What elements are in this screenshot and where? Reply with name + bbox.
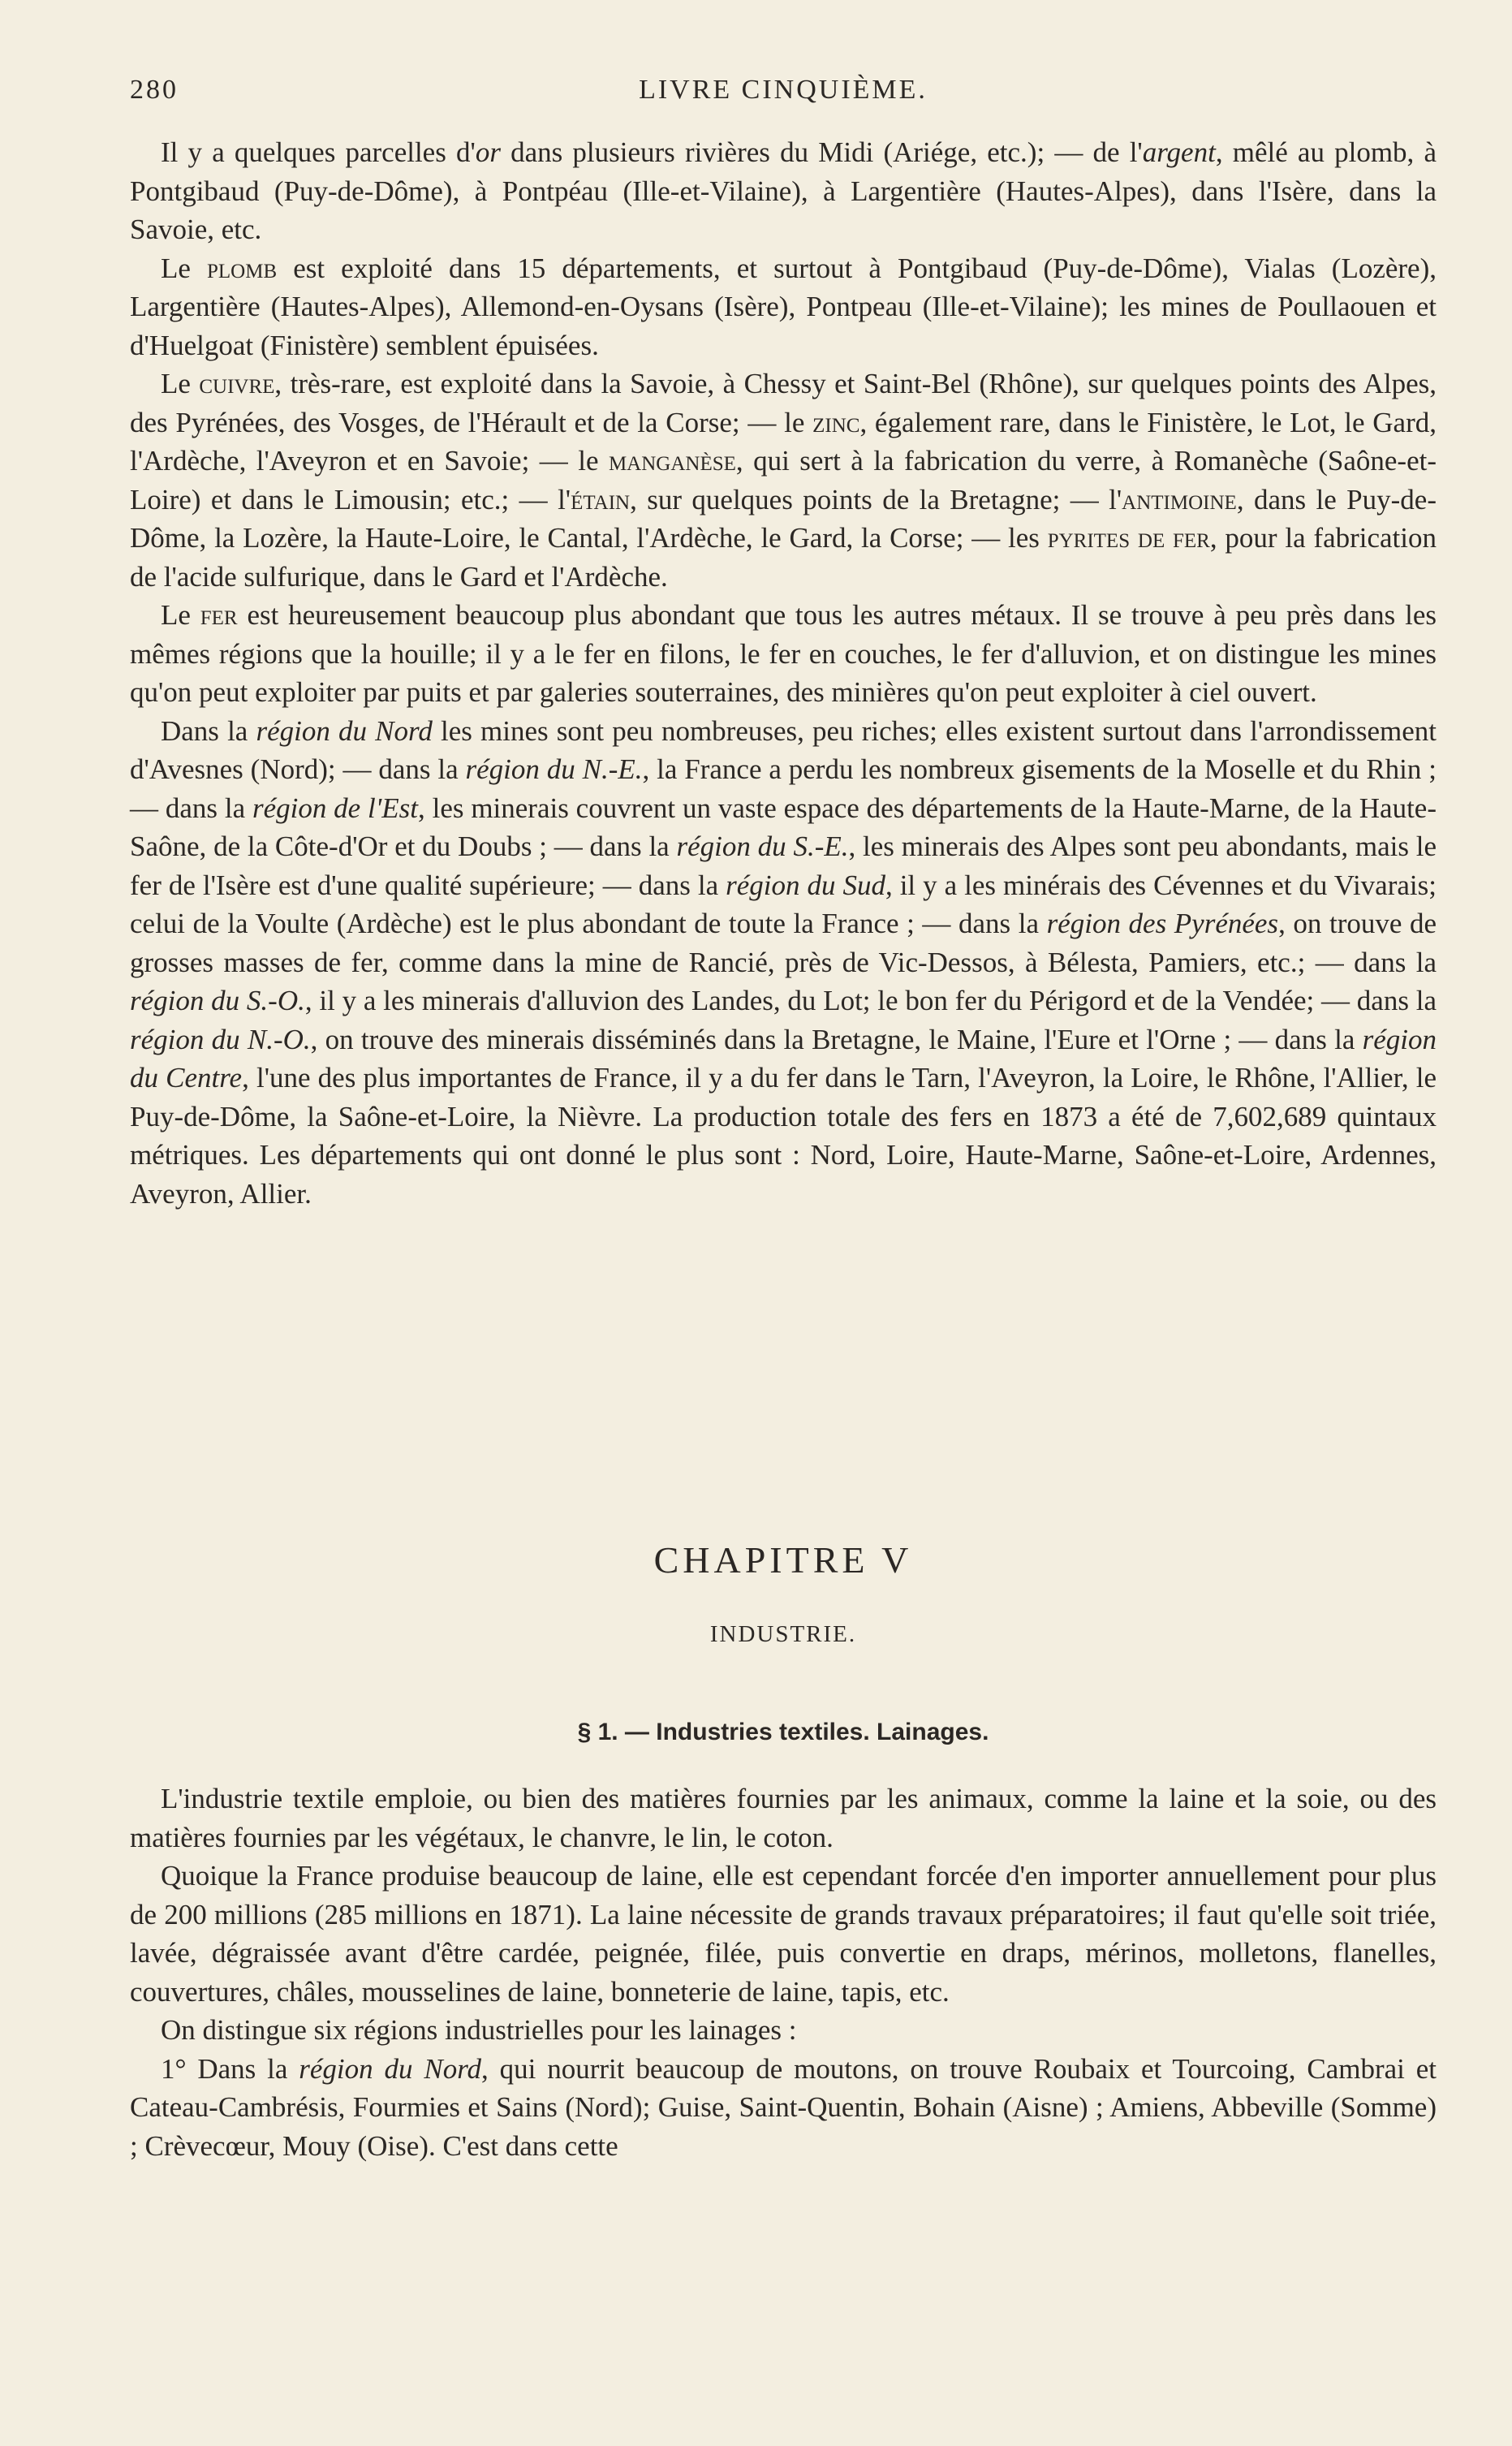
text-run: , mêlé au plomb, à Pontgibaud (Puy-de-Dôme), à Pontpéau (Ille-et-Vilaine), à Largentière (Hautes-Alpes), dans l'Isère, dans la Savoie, etc.: [130, 136, 1437, 245]
paragraph: [130, 1857, 1437, 2011]
text-run: , sur quelques points de la Bretagne; — l': [630, 483, 1122, 516]
paragraph: [130, 2011, 1437, 2050]
text-run: dans plusieurs rivières du Midi (Ariége, etc.); — de l': [500, 136, 1143, 168]
small-caps-term: étain: [571, 483, 631, 516]
text-run: Dans la: [161, 714, 256, 747]
text-run: , on trouve de grosses masses de fer, comme dans la mine de Rancié, près de Vic-Dessos, à Bélesta, Pamiers, etc.; — dans la: [130, 908, 1437, 978]
text-run: , l'une des plus importantes de France, il y a du fer dans le Tarn, l'Aveyron, la Loire, le Rhône, l'Allier, le Puy-de-Dôme, la Saône-et-Loire, la Nièvre. La production totale des fers en 1873 a été de 7,602,689 quintaux métriques. Les départements qui ont donné le plus sont : Nord, Loire, Haute-Marne, Saône-et-Loire, Ardennes, Aveyron, Allier.: [130, 1062, 1437, 1210]
italic-term: région du S.-O.: [130, 985, 305, 1016]
italic-term: région du N.-O.: [130, 1023, 311, 1055]
text-run: L'industrie textile emploie, ou bien des matières fournies par les animaux, comme la laine et la soie, ou des matières fournies par les végétaux, le chanvre, le lin, le coton.: [130, 1783, 1437, 1853]
paragraph: [130, 133, 1437, 249]
paragraph: [130, 1779, 1437, 1857]
text-run: , il y a les minérais des Cévennes et du Vivarais; celui de la Voulte (Ardèche) est le plus abondant de toute la France ; — dans la: [130, 869, 1437, 939]
text-run: les mines sont peu nombreuses, peu riches; elles existent surtout dans l'arrondissement d'Avesnes (Nord); — dans la: [130, 714, 1437, 785]
italic-term: région du Nord: [256, 714, 433, 747]
iron-mining-text: [130, 133, 1437, 1213]
text-run: Quoique la France produise beaucoup de laine, elle est cependant forcée d'en importer annuellement pour plus de 200 millions (285 millions en 1871). La laine nécessite de grands travaux préparatoires; il faut qu'elle soit triée, lavée, dégraissée avant d'être cardée, peignée, filée, puis convertie en draps, mérinos, molletons, flanelles, couvertures, châles, mousselines de laine, bonneterie de laine, tapis, etc.: [130, 1860, 1437, 2008]
small-caps-term: manganèse: [608, 445, 736, 477]
textile-industry-text: [130, 1779, 1437, 2165]
text-run: Le: [161, 599, 200, 631]
text-run: , on trouve des minerais disséminés dans la Bretagne, le Maine, l'Eure et l'Orne ; — dans la: [310, 1023, 1363, 1055]
page-number: 280: [130, 75, 179, 105]
small-caps-term: plomb: [207, 252, 278, 284]
italic-term: région du Nord: [299, 2052, 482, 2085]
italic-term: région de l'Est: [252, 792, 418, 824]
text-run: 1° Dans la: [161, 2052, 299, 2085]
text-run: On distingue six régions industrielles pour les lainages :: [161, 2014, 797, 2046]
small-caps-term: fer: [200, 599, 238, 631]
italic-term: région des Pyrénées: [1046, 908, 1279, 939]
paragraph: [130, 2050, 1437, 2166]
text-run: , qui sert à la fabrication du verre, à Romanèche (Saône-et-Loire) et dans le Limousin; etc.; — l': [130, 445, 1437, 516]
text-run: est exploité dans 15 départements, et surtout à Pontgibaud (Puy-de-Dôme), Vialas (Lozère), Largentière (Hautes-Alpes), Allemond-en-Oysans (Isère), Pontpeau (Ille-et-Vilaine); les mines de Poullaouen et d'Huelgoat (Finistère) semblent épuisées.: [130, 252, 1437, 361]
text-run: , il y a les minerais d'alluvion des Landes, du Lot; le bon fer du Périgord et de la Vendée; — dans la: [304, 985, 1437, 1016]
paragraph: [130, 596, 1437, 712]
italic-term: région du N.-E.: [465, 753, 643, 785]
italic-term: région du Centre: [130, 1023, 1437, 1094]
small-caps-term: zinc: [812, 406, 860, 438]
paragraph: [130, 712, 1437, 1214]
italic-term: région du Sud: [726, 869, 885, 901]
text-run: , également rare, dans le Finistère, le Lot, le Gard, l'Ardèche, l'Aveyron et en Savoie; — le: [130, 406, 1437, 477]
text-run: , la France a perdu les nombreux gisements de la Moselle et du Rhin ; — dans la: [130, 753, 1437, 824]
text-run: , les minerais couvrent un vaste espace des départements de la Haute-Marne, de la Haute-Saône, de la Côte-d'Or et du Doubs ; — dans la: [130, 792, 1437, 862]
italic-term: région du S.-E.: [676, 830, 849, 862]
running-title: LIVRE CINQUIÈME.: [639, 75, 928, 105]
text-run: , les minerais des Alpes sont peu abondants, mais le fer de l'Isère est d'une qualité supérieure; — dans la: [130, 830, 1437, 901]
chapter-heading: CHAPITRE V: [653, 1539, 913, 1581]
text-run: Il y a quelques parcelles d': [161, 136, 476, 168]
text-run: est heureusement beaucoup plus abondant que tous les autres métaux. Il se trouve à peu près dans les mêmes régions que la houille; il y a le fer en filons, le fer en couches, le fer d'alluvion, et on distingue les mines qu'on peut exploiter par puits et par galeries souterraines, des minières qu'on peut exploiter à ciel ouvert.: [130, 599, 1437, 708]
chapter-subtitle: INDUSTRIE.: [709, 1621, 857, 1647]
paragraph: [130, 249, 1437, 365]
small-caps-term: pyrites de fer: [1047, 522, 1210, 554]
text-run: , qui nourrit beaucoup de moutons, on trouve Roubaix et Tourcoing, Cambrai et Cateau-Cambrésis, Fourmies et Sains (Nord); Guise, Saint-Quentin, Bohain (Aisne) ; Amiens, Abbeville (Somme) ; Crèvecœur, Mouy (Oise). C'est dans cette: [130, 2052, 1437, 2162]
paragraph: [130, 365, 1437, 596]
small-caps-term: antimoine: [1122, 483, 1237, 516]
section-heading: § 1. — Industries textiles. Lainages.: [577, 1719, 989, 1745]
small-caps-term: cuivre: [199, 368, 275, 399]
text-run: , pour la fabrication de l'acide sulfurique, dans le Gard et l'Ardèche.: [130, 522, 1437, 593]
text-run: Le: [161, 368, 200, 399]
italic-term: argent: [1142, 136, 1216, 168]
text-run: Le: [161, 252, 207, 284]
text-run: , dans le Puy-de-Dôme, la Lozère, la Haute-Loire, le Cantal, l'Ardèche, le Gard, la Corse; — les: [130, 483, 1437, 554]
text-run: , très-rare, est exploité dans la Savoie, à Chessy et Saint-Bel (Rhône), sur quelques points des Alpes, des Pyrénées, des Vosges, de l'Hérault et de la Corse; — le: [130, 368, 1437, 438]
italic-term: or: [475, 136, 501, 168]
page-header: [130, 75, 1437, 115]
